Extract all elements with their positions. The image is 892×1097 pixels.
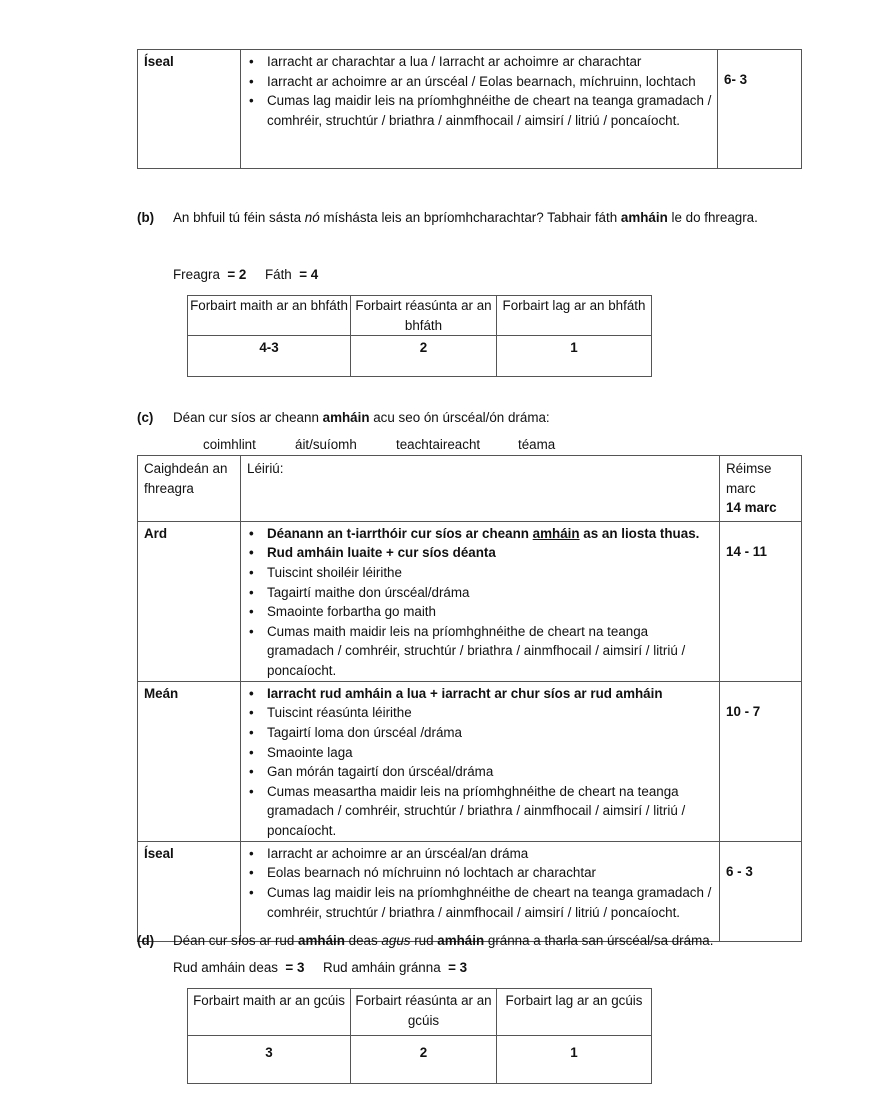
header-cell: Forbairt réasúnta ar an gcúis: [351, 989, 497, 1036]
header-cell: Forbairt lag ar an bhfáth: [497, 296, 652, 336]
marks-cell: [720, 521, 802, 681]
list-item: • Cumas lag maidir leis na príomhghnéithe de cheart na teanga gramadach / comhréir, struchtúr / briathra / ainmfhocail / aimsirí / litriú / poncaíocht.: [243, 883, 715, 922]
question-text: acu seo ón úrscéal/ón dráma:: [369, 410, 550, 425]
question-text: Déan cur síos ar cheann: [173, 410, 323, 425]
list-item: • Iarracht rud amháin a lua + iarracht ar chur síos ar rud amháin: [243, 684, 715, 704]
list-item: • Cumas lag maidir leis na príomhghnéithe de cheart na teanga gramadach / comhréir, struchtúr / briathra / ainmfhocail / aimsirí / litriú / poncaíocht.: [243, 91, 713, 130]
granna-value: = 3: [448, 960, 468, 975]
section-c-rubric-table: [137, 455, 802, 942]
option-ait-suiomh: áit/suíomh: [295, 437, 357, 452]
header-cell: Forbairt lag ar an gcúis: [497, 989, 652, 1036]
header-cell: Forbairt maith ar an gcúis: [188, 989, 351, 1036]
total-marks: 14 marc: [726, 500, 777, 516]
marks-range: 10 - 7: [726, 703, 761, 719]
fath-value: = 4: [299, 267, 319, 282]
bullet-text: Déanann an t-iarrthóir cur síos ar cheann: [267, 525, 533, 541]
section-b-question: [173, 208, 763, 228]
section-d-question: [173, 931, 713, 951]
description-cell: [241, 841, 720, 941]
value-cell: 4-3: [188, 336, 351, 377]
section-d-scoring: [173, 958, 467, 978]
table-row: [188, 336, 652, 377]
list-item: • Cumas measartha maidir leis na príomhghnéithe de cheart na teanga gramadach / comhréir, struchtúr / briathra / ainmfhocail / aimsirí / litriú / poncaíocht.: [243, 782, 715, 841]
question-text: le do fhreagra.: [667, 210, 758, 225]
table-row: [188, 1036, 652, 1084]
marks-range: 14 - 11: [726, 543, 767, 559]
list-item: • Smaointe laga: [243, 743, 715, 763]
level-cell: [138, 681, 241, 841]
table-row: [138, 841, 802, 941]
level-cell: [138, 841, 241, 941]
bullet-text: as an liosta thuas.: [579, 525, 700, 541]
description-cell: [241, 50, 718, 169]
option-coimhlint: coimhlint: [203, 437, 256, 452]
table-row: [138, 50, 802, 169]
option-teama: téama: [518, 437, 556, 452]
table-header-row: [138, 456, 802, 522]
header-cell: Léiriú:: [241, 456, 720, 522]
section-b-table: [187, 295, 652, 377]
marks-range-label: Réimse marc: [726, 461, 772, 496]
list-item: • Iarracht ar charachtar a lua / Iarracht ar achoimre ar charachtar: [243, 52, 713, 72]
description-cell: [241, 521, 720, 681]
section-d-label: (d): [137, 933, 155, 948]
deas-label: Rud amháin deas: [173, 960, 278, 975]
fath-label: Fáth: [264, 267, 292, 282]
level-label: Ard: [144, 525, 168, 541]
list-item: • Tuiscint shoiléir léirithe: [243, 563, 715, 583]
list-item: • Tuiscint réasúnta léirithe: [243, 703, 715, 723]
marks-cell: [720, 681, 802, 841]
value-cell: 1: [497, 1036, 652, 1084]
question-text: Déan cur síos ar rud: [173, 933, 299, 948]
level-label: Meán: [144, 685, 179, 701]
level-label: Íseal: [144, 54, 174, 69]
level-cell: [138, 521, 241, 681]
header-cell: Forbairt maith ar an bhfáth: [188, 296, 351, 336]
list-item: [243, 524, 715, 544]
section-b-label: (b): [137, 210, 155, 225]
question-text: An bhfuil tú féin sásta: [173, 210, 305, 225]
bullet-list: [243, 844, 715, 922]
value-cell: 2: [351, 336, 497, 377]
freagra-label: Freagra: [173, 267, 220, 282]
list-item: • Rud amháin luaite + cur síos déanta: [243, 543, 715, 563]
marks-cell: [718, 50, 802, 169]
question-text: rud: [410, 933, 438, 948]
list-item: • Iarracht ar achoimre ar an úrscéal/an dráma: [243, 844, 715, 864]
table-header-row: [188, 989, 652, 1036]
list-item: • Cumas maith maidir leis na príomhghnéithe de cheart na teanga gramadach / comhréir, struchtúr / briathra / ainmfhocail / aimsirí / litriú / poncaíocht.: [243, 622, 715, 681]
section-c-question: [173, 408, 550, 428]
question-text: míshásta leis an bpríomhcharachtar? Tabhair fáth: [319, 210, 621, 225]
question-emphasis: nó: [304, 210, 320, 225]
granna-label: Rud amháin gránna: [323, 960, 441, 975]
marks-cell: [720, 841, 802, 941]
question-text: gránna a tharla san úrscéal/sa dráma.: [484, 933, 714, 948]
description-cell: [241, 681, 720, 841]
question-emphasis: agus: [381, 933, 411, 948]
section-b-scoring: [173, 265, 318, 285]
table-row: [138, 681, 802, 841]
marks-range: 6 - 3: [726, 863, 753, 879]
question-bold: amháin: [322, 410, 370, 425]
bullet-list: [243, 684, 715, 841]
bullet-list: [243, 52, 713, 130]
level-label: Íseal: [144, 845, 174, 861]
list-item: • Tagairtí loma don úrscéal /dráma: [243, 723, 715, 743]
question-bold: amháin: [620, 210, 668, 225]
value-cell: 1: [497, 336, 652, 377]
header-cell: Caighdeán an fhreagra: [138, 456, 241, 522]
level-cell: [138, 50, 241, 169]
header-cell: Forbairt réasúnta ar an bhfáth: [351, 296, 497, 336]
table-row: [138, 521, 802, 681]
question-bold: amháin: [437, 933, 485, 948]
list-item: • Iarracht ar achoimre ar an úrscéal / Eolas bearnach, míchruinn, lochtach: [243, 72, 713, 92]
marks-range: 6- 3: [724, 72, 748, 87]
section-c-label: (c): [137, 410, 154, 425]
option-teachtaireacht: teachtaireacht: [396, 437, 481, 452]
value-cell: 3: [188, 1036, 351, 1084]
list-item: • Smaointe forbartha go maith: [243, 602, 715, 622]
table-header-row: [188, 296, 652, 336]
value-cell: 2: [351, 1036, 497, 1084]
list-item: • Tagairtí maithe don úrscéal/dráma: [243, 583, 715, 603]
question-bold: amháin: [298, 933, 345, 948]
header-cell: [720, 456, 802, 522]
bullet-list: [243, 524, 715, 681]
list-item: • Gan mórán tagairtí don úrscéal/dráma: [243, 762, 715, 782]
deas-value: = 3: [285, 960, 305, 975]
section-d-table: [187, 988, 652, 1084]
bullet-underlined: amháin: [532, 525, 580, 541]
top-rubric-table: [137, 49, 802, 169]
list-item: • Eolas bearnach nó míchruinn nó lochtach ar charachtar: [243, 863, 715, 883]
question-text: deas: [344, 933, 382, 948]
freagra-value: = 2: [227, 267, 247, 282]
